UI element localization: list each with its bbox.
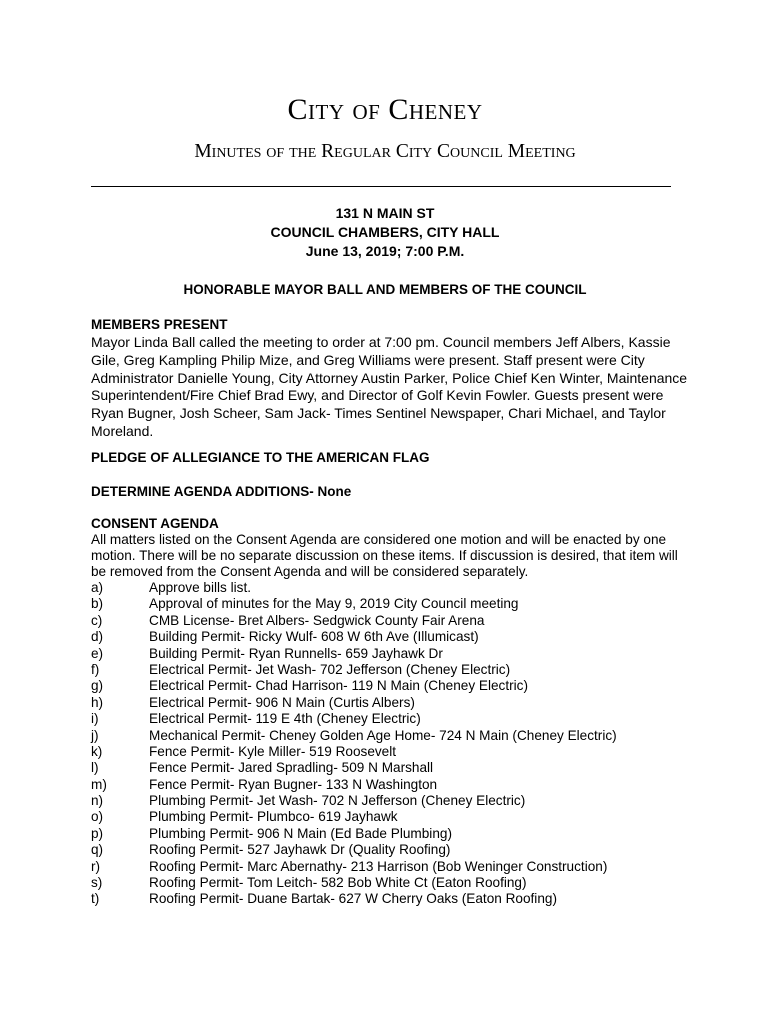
list-item-text: Building Permit- Ricky Wulf- 608 W 6th Ave (Illumicast)	[149, 629, 479, 645]
list-item-text: Roofing Permit- Marc Abernathy- 213 Harrison (Bob Weninger Construction)	[149, 858, 608, 874]
list-item-letter: g)	[91, 678, 104, 694]
list-item-letter: q)	[91, 842, 104, 858]
list-item-text: Roofing Permit- Tom Leitch- 582 Bob White Ct (Eaton Roofing)	[149, 875, 527, 891]
list-item-letter: j)	[91, 727, 99, 743]
list-item-text: Approve bills list.	[149, 580, 251, 595]
list-item-letter: b)	[91, 596, 104, 612]
list-item-text: Roofing Permit- 527 Jayhawk Dr (Quality Roofing)	[149, 842, 451, 858]
document-title: City of Cheney	[287, 93, 483, 126]
list-item-text: Electrical Permit- Jet Wash- 702 Jefferson (Cheney Electric)	[149, 661, 511, 677]
list-item	[91, 842, 711, 858]
salutation: HONORABLE MAYOR BALL AND MEMBERS OF THE COUNCIL	[183, 282, 587, 297]
list-item-letter: r)	[91, 858, 101, 874]
meeting-location: COUNCIL CHAMBERS, CITY HALL	[270, 224, 500, 240]
list-item-letter: k)	[91, 743, 103, 759]
list-item-letter: e)	[91, 645, 104, 661]
list-item	[91, 695, 711, 711]
title-divider	[91, 186, 671, 187]
list-item-letter: f)	[91, 661, 100, 677]
list-item-letter: s)	[91, 875, 103, 891]
list-item-text: Electrical Permit- 119 E 4th (Cheney Electric)	[149, 711, 421, 727]
list-item-text: Roofing Permit- Duane Bartak- 627 W Cherry Oaks (Eaton Roofing)	[149, 891, 557, 907]
members-present-heading: MEMBERS PRESENT	[91, 317, 228, 332]
list-item-text: Fence Permit- Kyle Miller- 519 Roosevelt	[149, 743, 397, 759]
list-item	[91, 596, 711, 612]
list-item	[91, 875, 711, 891]
list-item	[91, 646, 711, 662]
list-item-text: Building Permit- Ryan Runnells- 659 Jayhawk Dr	[149, 645, 443, 661]
list-item-letter: n)	[91, 793, 104, 809]
consent-agenda-list	[91, 580, 711, 908]
list-item	[91, 580, 711, 596]
list-item	[91, 662, 711, 678]
list-item	[91, 629, 711, 645]
agenda-additions-heading: DETERMINE AGENDA ADDITIONS- None	[91, 484, 352, 499]
list-item	[91, 744, 711, 760]
meeting-address: 131 N MAIN ST	[335, 205, 435, 221]
list-item-letter: m)	[91, 776, 107, 792]
document-subtitle: Minutes of the Regular City Council Meeting	[194, 141, 576, 162]
list-item	[91, 728, 711, 744]
list-item-letter: l)	[91, 760, 99, 776]
list-item-letter: p)	[91, 825, 104, 841]
list-item-letter: o)	[91, 809, 104, 825]
list-item-text: Electrical Permit- Chad Harrison- 119 N Main (Cheney Electric)	[149, 678, 528, 694]
list-item	[91, 711, 711, 727]
list-item-letter: d)	[91, 629, 104, 645]
list-item	[91, 613, 711, 629]
list-item-letter: i)	[91, 711, 99, 727]
meeting-date-time: June 13, 2019; 7:00 P.M.	[305, 243, 465, 259]
list-item-text: Fence Permit- Ryan Bugner- 133 N Washington	[149, 776, 438, 792]
members-present-text: Mayor Linda Ball called the meeting to order at 7:00 pm. Council members Jeff Albers, Kassie Gile, Greg Kampling Philip Mize, and Greg Williams were present. Staff present were City Administrator Danielle Young, City Attorney Austin Parker, Police Chief Ken Winter, Maintenance Superintendent/Fire Chief Brad Ewy, and Director of Golf Kevin Fowler. Guests present were Ryan Bugner, Josh Scheer, Sam Jack- Times Sentinel Newspaper, Chari Michael, and Taylor Moreland.	[91, 334, 688, 439]
consent-agenda-heading: CONSENT AGENDA	[91, 516, 219, 531]
list-item	[91, 826, 711, 842]
list-item	[91, 760, 711, 776]
list-item	[91, 793, 711, 809]
list-item-text: Plumbing Permit- Jet Wash- 702 N Jefferson (Cheney Electric)	[149, 793, 526, 809]
list-item-text: Mechanical Permit- Cheney Golden Age Home- 724 N Main (Cheney Electric)	[149, 727, 617, 743]
list-item-text: Electrical Permit- 906 N Main (Curtis Albers)	[149, 694, 415, 710]
pledge-heading: PLEDGE OF ALLEGIANCE TO THE AMERICAN FLAG	[91, 450, 430, 465]
list-item	[91, 777, 711, 793]
list-item	[91, 859, 711, 875]
list-item-letter: h)	[91, 694, 104, 710]
list-item-text: CMB License- Bret Albers- Sedgwick County Fair Arena	[149, 612, 485, 628]
list-item	[91, 891, 711, 907]
list-item-text: Approval of minutes for the May 9, 2019 City Council meeting	[149, 596, 519, 612]
list-item-letter: c)	[91, 612, 103, 628]
list-item-text: Plumbing Permit- Plumbco- 619 Jayhawk	[149, 809, 398, 825]
list-item-letter: a)	[91, 580, 104, 595]
list-item-text: Fence Permit- Jared Spradling- 509 N Marshall	[149, 760, 434, 776]
consent-agenda-text: All matters listed on the Consent Agenda are considered one motion and will be enacted by one motion. There will be no separate discussion on these items. If discussion is desired, that item will be removed from the Consent Agenda and will be considered separately.	[91, 532, 678, 580]
list-item	[91, 809, 711, 825]
list-item-text: Plumbing Permit- 906 N Main (Ed Bade Plumbing)	[149, 825, 452, 841]
list-item	[91, 678, 711, 694]
list-item-letter: t)	[91, 891, 100, 907]
